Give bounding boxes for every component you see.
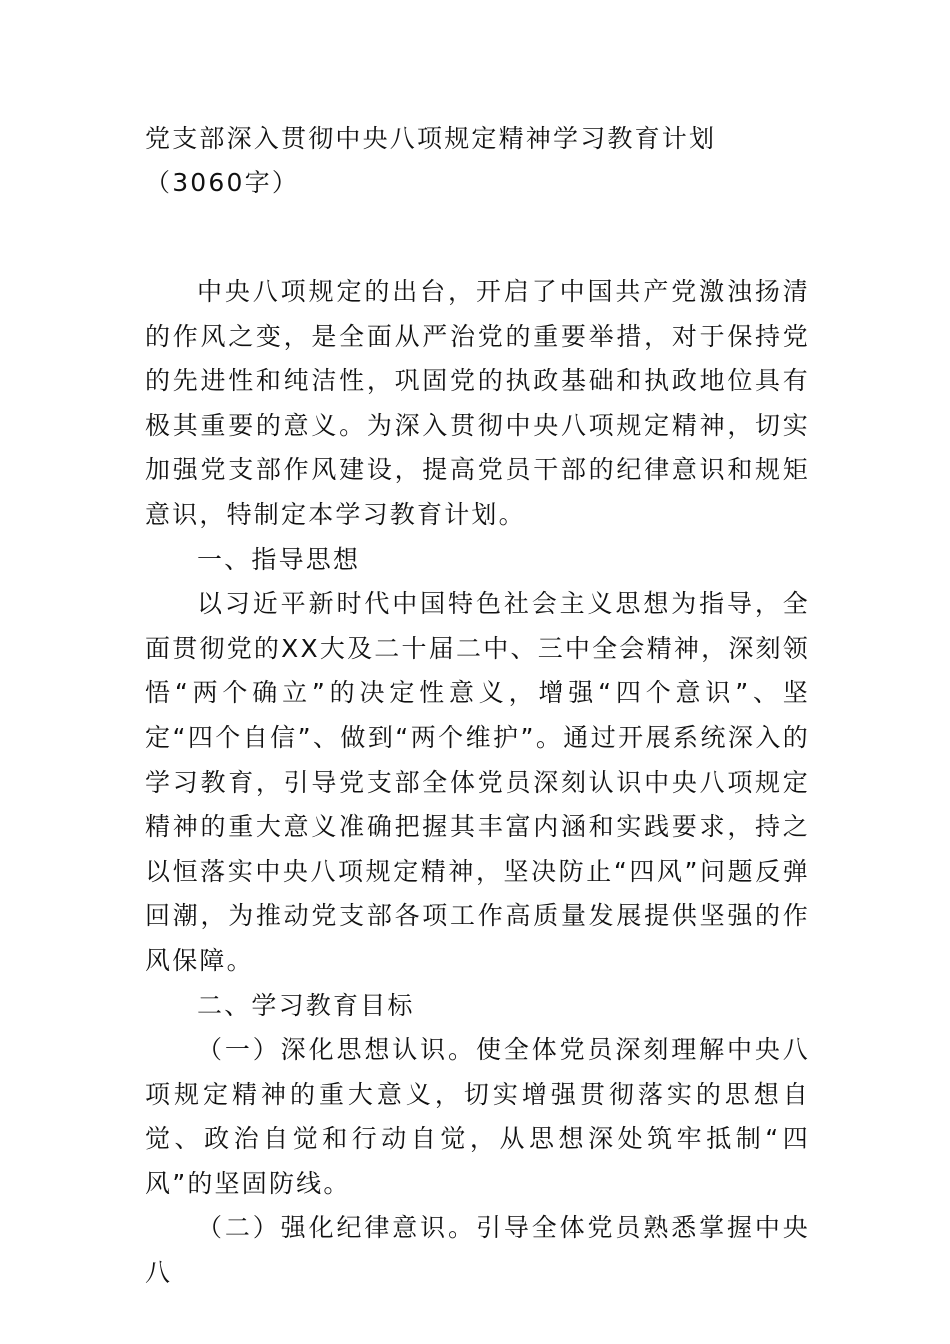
guiding-ideology-paragraph: 以习近平新时代中国特色社会主义思想为指导，全面贯彻党的XX大及二十届二中、三中全会精神，深刻领悟“两个确立”的决定性意义，增强“四个意识”、坚定“四个自信”、做到“两个维护”。通过开展系统深入的学习教育，引导党支部全体党员深刻认识中央八项规定精神的重大意义准确把握其丰富内涵和实践要求，持之以恒落实中央八项规定精神，坚决防止“四风”问题反弹回潮，为推动党支部各项工作高质量发展提供坚强的作风保障。 xyxy=(145,589,810,975)
goal-item-strengthen-discipline: （二）强化纪律意识。引导全体党员熟悉掌握中央八 xyxy=(145,1213,810,1288)
section-heading-guiding-ideology: 一、指导思想 xyxy=(197,544,361,574)
goal-item-deepen-understanding: （一）深化思想认识。使全体党员深刻理解中央八项规定精神的重大意义，切实增强贯彻落实的思想自觉、政治自觉和行动自觉，从思想深处筑牢抵制“四风”的坚固防线。 xyxy=(145,1035,810,1198)
intro-paragraph: 中央八项规定的出台，开启了中国共产党激浊扬清的作风之变，是全面从严治党的重要举措，对于保持党的先进性和纯洁性，巩固党的执政基础和执政地位具有极其重要的意义。为深入贯彻中央八项规定精神，切实加强党支部作风建设，提高党员干部的纪律意识和规矩意识，特制定本学习教育计划。 xyxy=(145,277,810,529)
section-heading-education-goals: 二、学习教育目标 xyxy=(197,990,415,1020)
title-spacer xyxy=(145,205,810,270)
document-title: 党支部深入贯彻中央八项规定精神学习教育计划（3060字） xyxy=(145,124,717,197)
document-page xyxy=(145,117,810,1296)
